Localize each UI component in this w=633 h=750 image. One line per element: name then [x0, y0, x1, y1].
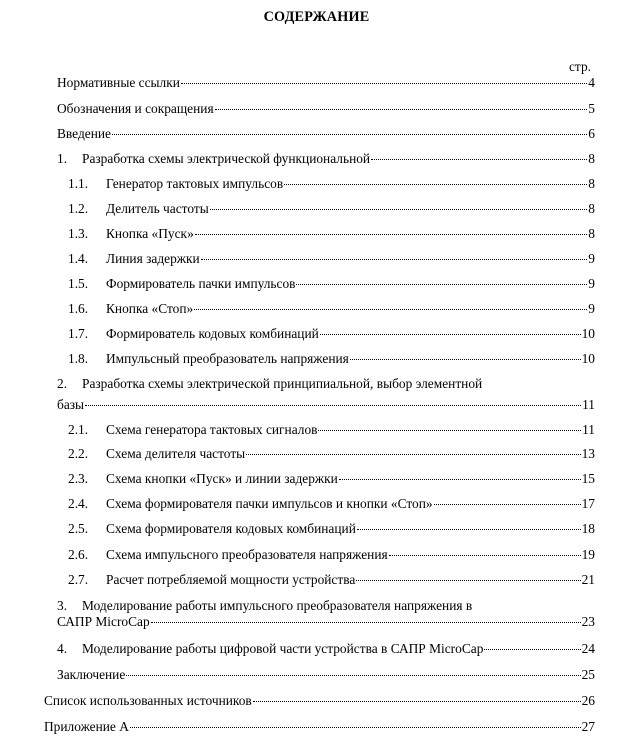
toc-entry[interactable]	[68, 276, 595, 292]
toc-page-number: 24	[581, 641, 595, 656]
page-title: СОДЕРЖАНИЕ	[263, 9, 370, 25]
toc-page-number: 18	[581, 521, 595, 536]
toc-page-number: 8	[588, 201, 595, 216]
toc-leader-dots	[85, 405, 581, 406]
toc-label: Импульсный преобразователь напряжения	[106, 351, 349, 366]
toc-leader-dots	[253, 701, 581, 702]
toc-label-continuation: САПР MicroCap	[57, 614, 150, 629]
toc-page-number: 5	[588, 101, 595, 116]
toc-leader-dots	[210, 209, 588, 210]
toc-page-number: 26	[581, 693, 595, 708]
toc-label: Схема формирователя кодовых комбинаций	[106, 521, 356, 536]
toc-label: Кнопка «Пуск»	[106, 226, 194, 241]
toc-entry[interactable]	[57, 151, 595, 167]
toc-label: Разработка схемы электрической принципиальной, выбор элементной	[82, 376, 483, 391]
toc-number: 1.2.	[68, 201, 89, 216]
toc-entry[interactable]	[68, 547, 595, 563]
page-column-label: стр.	[568, 59, 591, 74]
toc-page-number: 11	[582, 422, 595, 437]
toc-page-number: 19	[581, 547, 595, 562]
toc-page-number: 25	[581, 667, 595, 682]
toc-entry[interactable]	[68, 226, 595, 242]
toc-leader-dots	[434, 504, 581, 505]
toc-number: 4.	[57, 641, 68, 656]
toc-page-number: 8	[588, 176, 595, 191]
toc-number: 2.	[57, 376, 68, 391]
toc-entry[interactable]	[68, 201, 595, 217]
toc-leader-dots	[151, 622, 581, 623]
toc-leader-dots	[356, 580, 580, 581]
toc-label: Расчет потребляемой мощности устройства	[106, 572, 356, 587]
toc-entry[interactable]	[44, 693, 595, 709]
toc-page-number: 9	[588, 301, 595, 316]
toc-leader-dots	[371, 159, 587, 160]
toc-entry[interactable]	[68, 496, 595, 512]
toc-leader-dots	[296, 284, 587, 285]
toc-label: Приложение А	[44, 719, 129, 734]
toc-label: Формирователь пачки импульсов	[106, 276, 296, 291]
toc-page-number: 17	[581, 496, 595, 511]
toc-label: Схема импульсного преобразователя напряжения	[106, 547, 388, 562]
toc-leader-dots	[389, 555, 581, 556]
toc-entry[interactable]	[68, 326, 595, 342]
toc-leader-dots	[484, 649, 580, 650]
toc-entry[interactable]	[68, 471, 595, 487]
toc-number: 1.5.	[68, 276, 89, 291]
toc-leader-dots	[130, 727, 581, 728]
toc-leader-dots	[194, 309, 587, 310]
toc-page-number: 27	[581, 719, 595, 734]
toc-page-number: 4	[588, 75, 595, 90]
toc-leader-dots	[320, 334, 581, 335]
toc-entry[interactable]	[68, 446, 595, 462]
toc-page-number: 6	[588, 126, 595, 141]
toc-label: Схема делителя частоты	[106, 446, 246, 461]
toc-page-number: 9	[588, 251, 595, 266]
toc-number: 1.	[57, 151, 68, 166]
toc-number: 2.7.	[68, 572, 89, 587]
toc-leader-dots	[246, 454, 580, 455]
toc-label: Обозначения и сокращения	[57, 101, 214, 116]
toc-entry[interactable]	[57, 126, 595, 142]
toc-number: 1.6.	[68, 301, 89, 316]
toc-page-number: 8	[588, 226, 595, 241]
toc-entry[interactable]	[68, 176, 595, 192]
toc-page-number: 10	[581, 351, 595, 366]
toc-leader-dots	[201, 259, 588, 260]
toc-label: Введение	[57, 126, 111, 141]
toc-label: Делитель частоты	[106, 201, 209, 216]
toc-entry[interactable]	[44, 719, 595, 735]
toc-page-number: 23	[581, 614, 595, 629]
toc-leader-dots	[318, 430, 581, 431]
toc-number: 2.6.	[68, 547, 89, 562]
toc-label: Кнопка «Стоп»	[106, 301, 194, 316]
toc-leader-dots	[112, 134, 587, 135]
toc-leader-dots	[215, 109, 588, 110]
toc-page-number: 8	[588, 151, 595, 166]
toc-label: Схема кнопки «Пуск» и линии задержки	[106, 471, 338, 486]
toc-number: 1.7.	[68, 326, 89, 341]
toc-page-number: 11	[582, 397, 595, 412]
toc-number: 2.3.	[68, 471, 89, 486]
toc-label: Формирователь кодовых комбинаций	[106, 326, 319, 341]
toc-number: 1.8.	[68, 351, 89, 366]
toc-label: Моделирование работы импульсного преобразователя напряжения в	[82, 598, 473, 613]
toc-number: 1.3.	[68, 226, 89, 241]
toc-entry[interactable]	[68, 572, 595, 588]
toc-label: Линия задержки	[106, 251, 200, 266]
toc-label: Разработка схемы электрической функциональной	[82, 151, 371, 166]
toc-entry[interactable]	[68, 351, 595, 367]
toc-entry[interactable]	[57, 598, 595, 630]
toc-leader-dots	[195, 234, 588, 235]
toc-entry[interactable]	[68, 422, 595, 438]
toc-number: 2.4.	[68, 496, 89, 511]
toc-number: 2.2.	[68, 446, 89, 461]
toc-leader-dots	[181, 83, 587, 84]
toc-label: Схема генератора тактовых сигналов	[106, 422, 318, 437]
toc-number: 2.1.	[68, 422, 89, 437]
toc-entry[interactable]	[57, 75, 595, 91]
toc-entry[interactable]	[68, 251, 595, 267]
toc-label: Схема формирователя пачки импульсов и кнопки «Стоп»	[106, 496, 433, 511]
toc-label: Генератор тактовых импульсов	[106, 176, 284, 191]
toc-page-number: 21	[581, 572, 595, 587]
toc-number: 3.	[57, 598, 68, 613]
toc-entry[interactable]	[57, 376, 595, 413]
toc-number: 1.1.	[68, 176, 89, 191]
toc-page-number: 13	[581, 446, 595, 461]
toc-page-number: 9	[588, 276, 595, 291]
toc-leader-dots	[284, 184, 587, 185]
toc-label: Моделирование работы цифровой части устройства в САПР MicroCap	[82, 641, 484, 656]
toc-label-continuation: базы	[57, 397, 85, 412]
toc-leader-dots	[126, 675, 580, 676]
toc-entry[interactable]	[68, 521, 595, 537]
toc-label: Список использованных источников	[44, 693, 252, 708]
toc-label: Заключение	[57, 667, 126, 682]
toc-leader-dots	[339, 479, 581, 480]
toc-page-number: 15	[581, 471, 595, 486]
toc-entry[interactable]	[57, 641, 595, 657]
toc-number: 2.5.	[68, 521, 89, 536]
toc-number: 1.4.	[68, 251, 89, 266]
toc-page-number: 10	[581, 326, 595, 341]
toc-leader-dots	[357, 529, 581, 530]
toc-leader-dots	[350, 359, 581, 360]
toc-label: Нормативные ссылки	[57, 75, 180, 90]
toc-entry[interactable]	[57, 101, 595, 117]
toc-entry[interactable]	[57, 667, 595, 683]
toc-entry[interactable]	[68, 301, 595, 317]
